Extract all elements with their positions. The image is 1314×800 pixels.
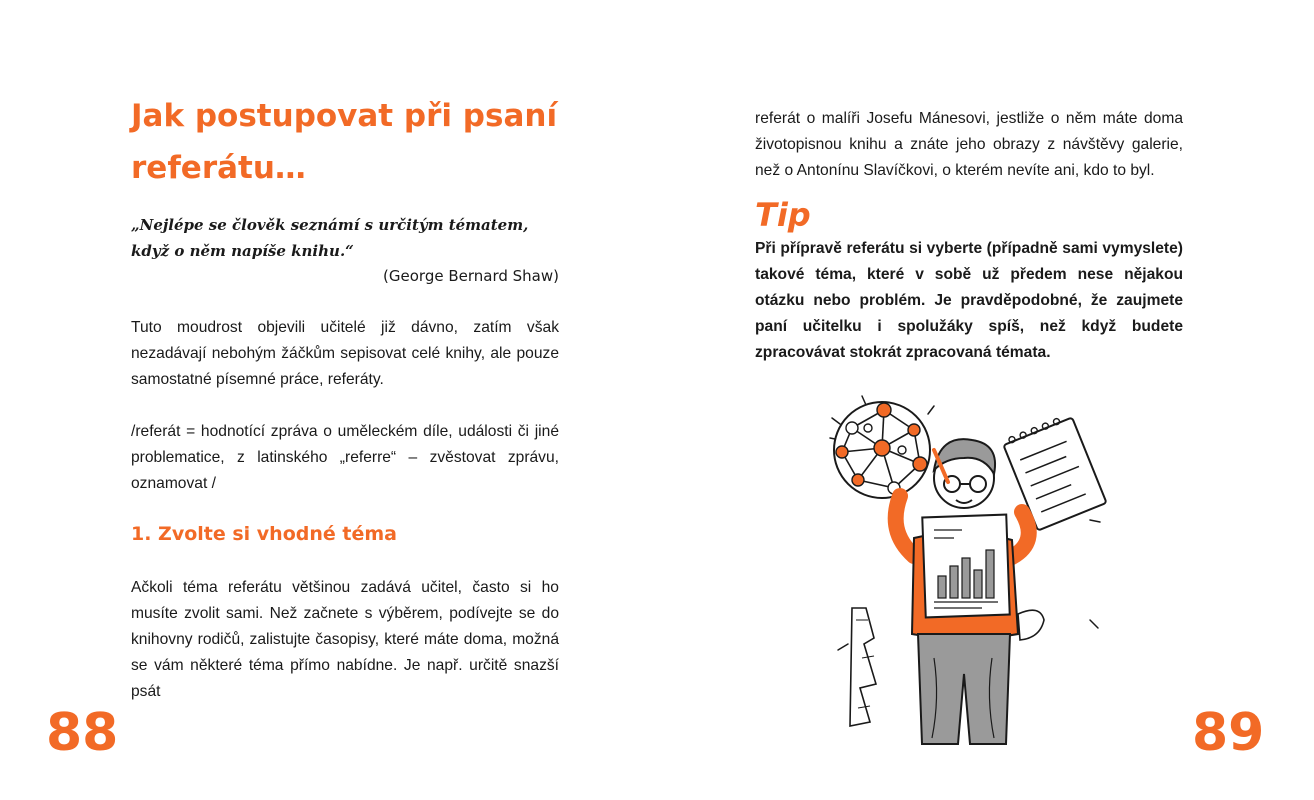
intro-paragraph: Tuto moudrost objevili učitelé již dávno, zatím však nezadávají nebohým žáčkům sepisovat celé knihy, ale pouze samostatné písemné práce, referáty. xyxy=(131,319,559,388)
section-paragraph: Ačkoli téma referátu většinou zadává učitel, často si ho musíte zvolit sami. Než začnete s výběrem, podívejte se do knihovny rodičů, zalistujte časopisy, které máte doma, možná se vám některé téma přímo nabídne. Je např. určitě snazší psát xyxy=(131,579,559,700)
molecule-icon xyxy=(834,402,930,498)
quote-author: (George Bernard Shaw) xyxy=(383,267,559,285)
student-with-charts-illustration-icon xyxy=(822,388,1122,748)
quote: „Nejlépe se člověk seznámí s určitým tématem, když o něm napíše knihu.“ xyxy=(131,216,529,260)
page-number-left: 88 xyxy=(46,703,119,763)
tip-heading: Tip xyxy=(755,196,811,234)
continued-paragraph: referát o malíři Josefu Mánesovi, jestliže o něm máte doma životopisnou knihu a znáte jeho obrazy z návštěvy galerie, než o Antonínu Slavíčkovi, o kterém nevíte ani, kdo to byl. xyxy=(755,110,1183,179)
right-page xyxy=(657,0,1314,800)
page-number-right: 89 xyxy=(1192,703,1265,763)
tip-text: Při přípravě referátu si vyberte (případně sami vymyslete) takové téma, které v sobě už předem nese nějakou otázku nebo problém. Je pravděpodobné, že zaujmete paní učitelku i spolužáky spíš, než když budete zpracovávat stokrát zpracovaná témata. xyxy=(755,240,1183,361)
bar-chart-paper-icon xyxy=(922,515,1009,618)
definition-paragraph: /referát = hodnotící zpráva o uměleckém díle, události či jiné problematice, z latinského „referre“ – zvěstovat zprávu, oznamovat / xyxy=(131,423,559,492)
section-heading: 1. Zvolte si vhodné téma xyxy=(131,523,397,545)
page-title: Jak postupovat při psaní referátu… xyxy=(131,98,558,186)
